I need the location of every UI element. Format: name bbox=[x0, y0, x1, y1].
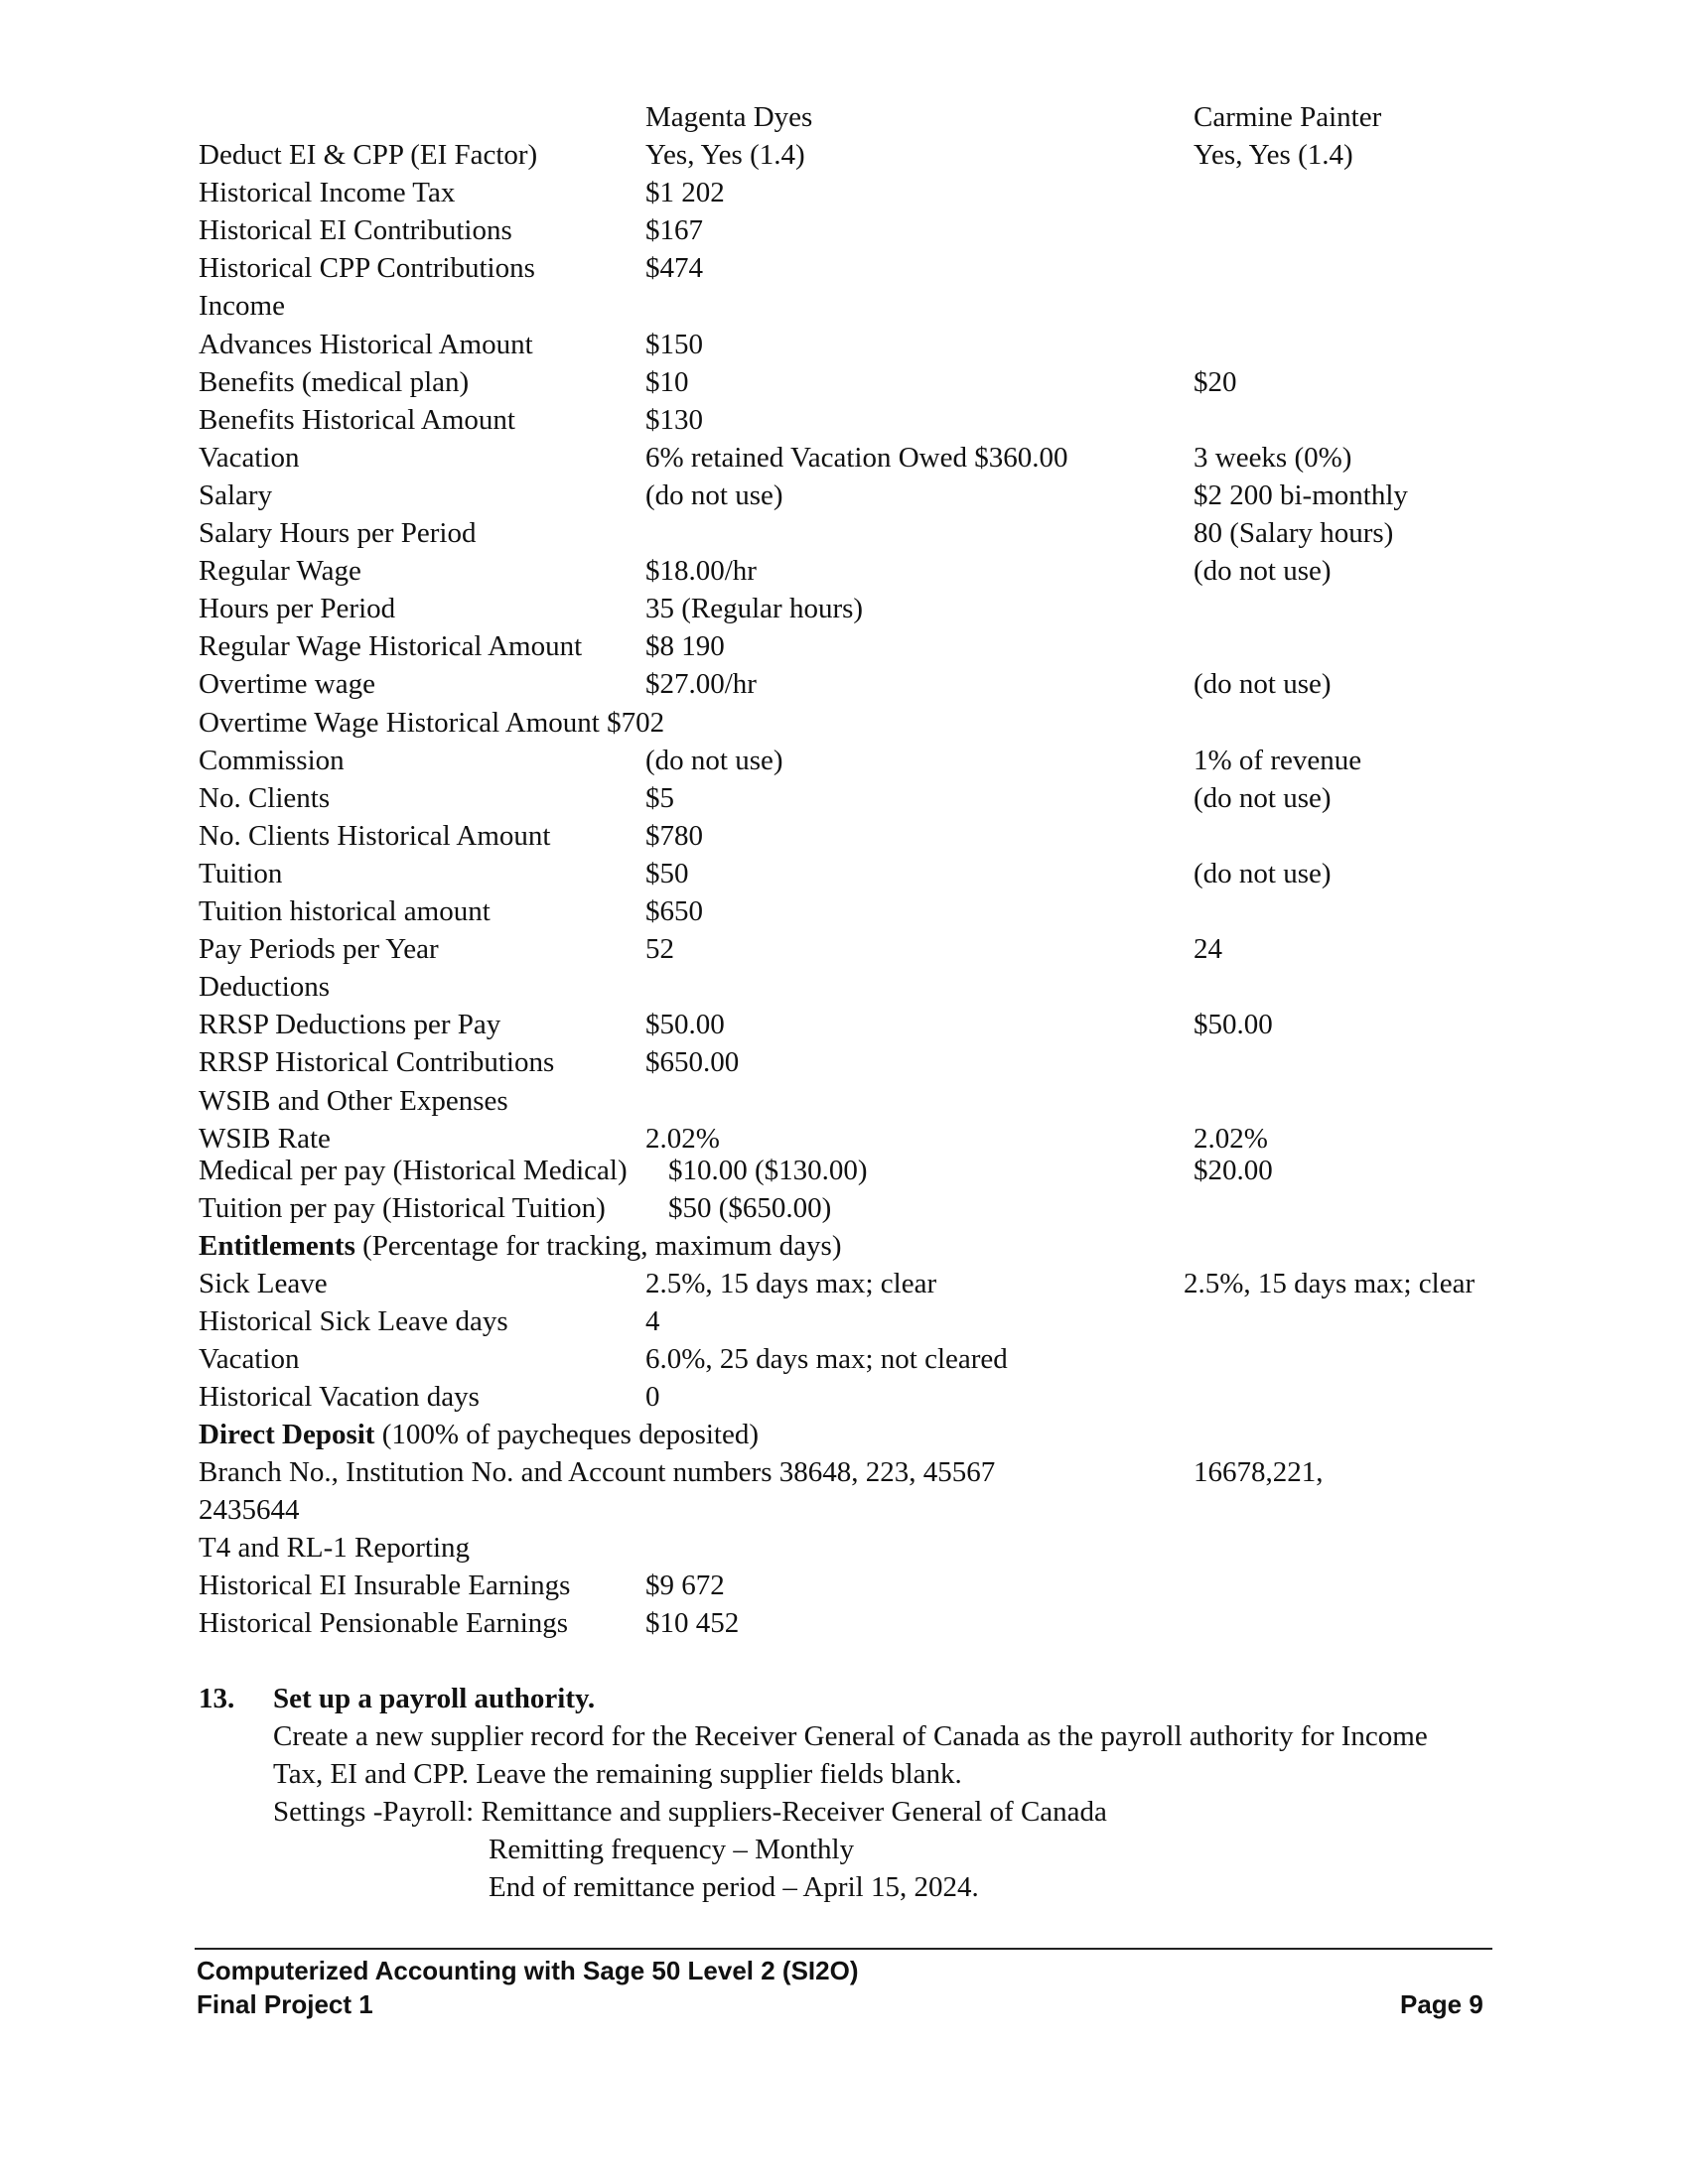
row-label: No. Clients Historical Amount bbox=[199, 819, 551, 852]
row-value-magenta: $5 bbox=[645, 781, 674, 814]
row-value-magenta: $1 202 bbox=[645, 177, 725, 209]
table-row bbox=[0, 287, 1688, 325]
row-label: Historical EI Contributions bbox=[199, 214, 512, 247]
row-label: Historical Sick Leave days bbox=[199, 1305, 508, 1337]
footer-page-number: Page 9 bbox=[1400, 1989, 1483, 2019]
remittance-period-line: End of remittance period – April 15, 2024. bbox=[489, 1871, 979, 1903]
row-value-carmine: (do not use) bbox=[1194, 857, 1332, 889]
table-row bbox=[0, 855, 1688, 892]
row-value-carmine: 80 (Salary hours) bbox=[1194, 517, 1394, 549]
row-label: Deductions bbox=[199, 971, 331, 1004]
step-title-text: Set up a payroll authority. bbox=[273, 1683, 596, 1714]
row-value-carmine: (do not use) bbox=[1194, 668, 1332, 701]
row-label: Advances Historical Amount bbox=[199, 328, 533, 360]
table-row bbox=[0, 514, 1688, 552]
direct-deposit-heading bbox=[199, 1416, 759, 1453]
row-value-carmine: (do not use) bbox=[1194, 555, 1332, 588]
row-value-magenta: $10 bbox=[645, 365, 689, 398]
row-value-magenta: $8 190 bbox=[645, 630, 725, 663]
row-label: Historical CPP Contributions bbox=[199, 252, 535, 285]
step-title bbox=[273, 1680, 595, 1717]
table-row bbox=[0, 779, 1688, 817]
row-value-magenta: $474 bbox=[645, 252, 703, 285]
direct-deposit-heading-rest: (100% of paycheques deposited) bbox=[374, 1419, 759, 1450]
row-value-carmine: Yes, Yes (1.4) bbox=[1194, 139, 1353, 171]
row-value-carmine: (do not use) bbox=[1194, 781, 1332, 814]
col-header-carmine-painter: Carmine Painter bbox=[1194, 101, 1382, 133]
row-label: Historical Pensionable Earnings bbox=[199, 1607, 569, 1639]
table-row bbox=[0, 439, 1688, 477]
row-value-magenta: 2.5%, 15 days max; clear bbox=[645, 1268, 937, 1299]
table-row bbox=[0, 627, 1688, 665]
row-value-magenta: $50.00 bbox=[645, 1009, 725, 1041]
row-label: WSIB and Other Expenses bbox=[199, 1084, 508, 1117]
row-value-carmine: $20.00 bbox=[1194, 1155, 1273, 1186]
row-value-magenta: $10.00 ($130.00) bbox=[668, 1155, 868, 1186]
row-label: Overtime wage bbox=[199, 668, 375, 701]
table-row bbox=[0, 1265, 1688, 1302]
table-row bbox=[0, 930, 1688, 968]
row-label: Tuition per pay (Historical Tuition) bbox=[199, 1192, 606, 1224]
row-label: Regular Wage bbox=[199, 555, 361, 588]
row-label: Vacation bbox=[199, 441, 300, 474]
table-row bbox=[0, 211, 1688, 249]
row-value-carmine: $50.00 bbox=[1194, 1009, 1273, 1041]
table-row-tuition-per-pay bbox=[0, 1189, 1688, 1227]
entitlements-heading bbox=[199, 1227, 841, 1265]
row-value-magenta: (do not use) bbox=[645, 744, 783, 776]
row-label: Salary bbox=[199, 478, 273, 511]
footer-divider bbox=[195, 1948, 1492, 1950]
row-value-magenta: $150 bbox=[645, 328, 703, 360]
row-value-magenta: $50 ($650.00) bbox=[668, 1192, 832, 1224]
footer-project-title: Final Project 1 bbox=[197, 1989, 373, 2019]
row-label: Vacation bbox=[199, 1343, 300, 1375]
row-label: Income bbox=[199, 290, 285, 323]
table-row bbox=[0, 1302, 1688, 1340]
table-row bbox=[0, 363, 1688, 401]
table-row bbox=[0, 1567, 1688, 1604]
entitlements-heading-bold: Entitlements bbox=[199, 1230, 355, 1262]
col-header-magenta-dyes: Magenta Dyes bbox=[645, 101, 813, 133]
table-row bbox=[0, 1043, 1688, 1081]
row-value-magenta: 6% retained Vacation Owed $360.00 bbox=[645, 441, 1068, 474]
table-row bbox=[0, 590, 1688, 627]
t4-rl1-heading: T4 and RL-1 Reporting bbox=[199, 1532, 471, 1564]
branch-account-line-2: 2435644 bbox=[199, 1494, 300, 1526]
row-value-magenta: 2.02% bbox=[645, 1122, 720, 1155]
row-value-carmine: 2.5%, 15 days max; clear bbox=[1184, 1268, 1476, 1299]
row-label: Regular Wage Historical Amount bbox=[199, 630, 583, 663]
table-row bbox=[0, 742, 1688, 779]
row-label: Overtime Wage Historical Amount $702 bbox=[199, 706, 665, 739]
remitting-frequency-line: Remitting frequency – Monthly bbox=[489, 1834, 855, 1865]
row-value-carmine: 24 bbox=[1194, 933, 1222, 966]
table-row bbox=[0, 704, 1688, 742]
branch-account-line: Branch No., Institution No. and Account numbers 38648, 223, 45567 bbox=[199, 1456, 996, 1488]
table-row bbox=[0, 249, 1688, 287]
row-value-magenta: $130 bbox=[645, 403, 703, 436]
row-label: Salary Hours per Period bbox=[199, 517, 477, 549]
table-row bbox=[0, 1378, 1688, 1416]
row-value-magenta: $167 bbox=[645, 214, 703, 247]
table-row bbox=[0, 174, 1688, 211]
row-value-magenta: 0 bbox=[645, 1381, 660, 1413]
table-row bbox=[0, 1340, 1688, 1378]
row-label: Benefits (medical plan) bbox=[199, 365, 470, 398]
step-instruction-line-2: Tax, EI and CPP. Leave the remaining supplier fields blank. bbox=[273, 1758, 962, 1790]
table-row bbox=[0, 401, 1688, 439]
table-row bbox=[0, 136, 1688, 174]
row-value-magenta: (do not use) bbox=[645, 478, 783, 511]
row-value-magenta: $9 672 bbox=[645, 1570, 725, 1601]
row-label: Historical Income Tax bbox=[199, 177, 456, 209]
row-value-carmine: $20 bbox=[1194, 365, 1237, 398]
row-value-magenta: $10 452 bbox=[645, 1607, 740, 1639]
settings-payroll-line: Settings -Payroll: Remittance and suppliers-Receiver General of Canada bbox=[273, 1796, 1107, 1828]
table-row bbox=[0, 892, 1688, 930]
column-header-row bbox=[0, 98, 1688, 136]
step-instruction-line-1: Create a new supplier record for the Receiver General of Canada as the payroll authority for Income bbox=[273, 1720, 1428, 1752]
row-label: Deduct EI & CPP (EI Factor) bbox=[199, 139, 538, 171]
row-value-magenta: 4 bbox=[645, 1305, 660, 1337]
row-label: RRSP Deductions per Pay bbox=[199, 1009, 501, 1041]
row-label: RRSP Historical Contributions bbox=[199, 1046, 555, 1079]
row-value-magenta: $780 bbox=[645, 819, 703, 852]
row-value-magenta: $650.00 bbox=[645, 1046, 740, 1079]
row-label: Tuition bbox=[199, 857, 283, 889]
direct-deposit-heading-bold: Direct Deposit bbox=[199, 1419, 375, 1450]
table-row bbox=[0, 477, 1688, 514]
row-label: Sick Leave bbox=[199, 1268, 328, 1299]
row-value-magenta: 52 bbox=[645, 933, 674, 966]
row-label: WSIB Rate bbox=[199, 1122, 331, 1155]
table-row bbox=[0, 552, 1688, 590]
row-label: No. Clients bbox=[199, 781, 331, 814]
row-value-magenta: $27.00/hr bbox=[645, 668, 757, 701]
row-value-magenta: Yes, Yes (1.4) bbox=[645, 139, 805, 171]
branch-account-carmine: 16678,221, bbox=[1194, 1456, 1324, 1488]
table-row bbox=[0, 817, 1688, 855]
row-label: Historical EI Insurable Earnings bbox=[199, 1570, 571, 1601]
table-row bbox=[0, 1006, 1688, 1043]
row-label: Tuition historical amount bbox=[199, 895, 491, 927]
row-label: Benefits Historical Amount bbox=[199, 403, 515, 436]
row-value-magenta: 6.0%, 25 days max; not cleared bbox=[645, 1343, 1008, 1375]
table-row bbox=[0, 1082, 1688, 1120]
row-label: Commission bbox=[199, 744, 345, 776]
step-number-text: 13. bbox=[199, 1683, 235, 1714]
table-row bbox=[0, 665, 1688, 703]
row-value-magenta: $650 bbox=[645, 895, 703, 927]
row-value-magenta: $18.00/hr bbox=[645, 555, 757, 588]
row-value-magenta: 35 (Regular hours) bbox=[645, 593, 864, 625]
row-label: Medical per pay (Historical Medical) bbox=[199, 1155, 628, 1186]
table-row bbox=[0, 968, 1688, 1006]
row-label: Pay Periods per Year bbox=[199, 933, 439, 966]
row-value-carmine: 2.02% bbox=[1194, 1122, 1268, 1155]
row-label: Hours per Period bbox=[199, 593, 396, 625]
row-value-carmine: 1% of revenue bbox=[1194, 744, 1362, 776]
step-number bbox=[199, 1680, 234, 1717]
row-value-carmine: 3 weeks (0%) bbox=[1194, 441, 1352, 474]
table-row bbox=[0, 1604, 1688, 1642]
entitlements-heading-rest: (Percentage for tracking, maximum days) bbox=[354, 1230, 842, 1262]
table-row bbox=[0, 326, 1688, 363]
row-label: Historical Vacation days bbox=[199, 1381, 480, 1413]
footer-course-title: Computerized Accounting with Sage 50 Level 2 (SI2O) bbox=[197, 1956, 859, 1985]
table-row-medical bbox=[0, 1152, 1688, 1189]
row-value-carmine: $2 200 bi-monthly bbox=[1194, 478, 1408, 511]
row-value-magenta: $50 bbox=[645, 857, 689, 889]
